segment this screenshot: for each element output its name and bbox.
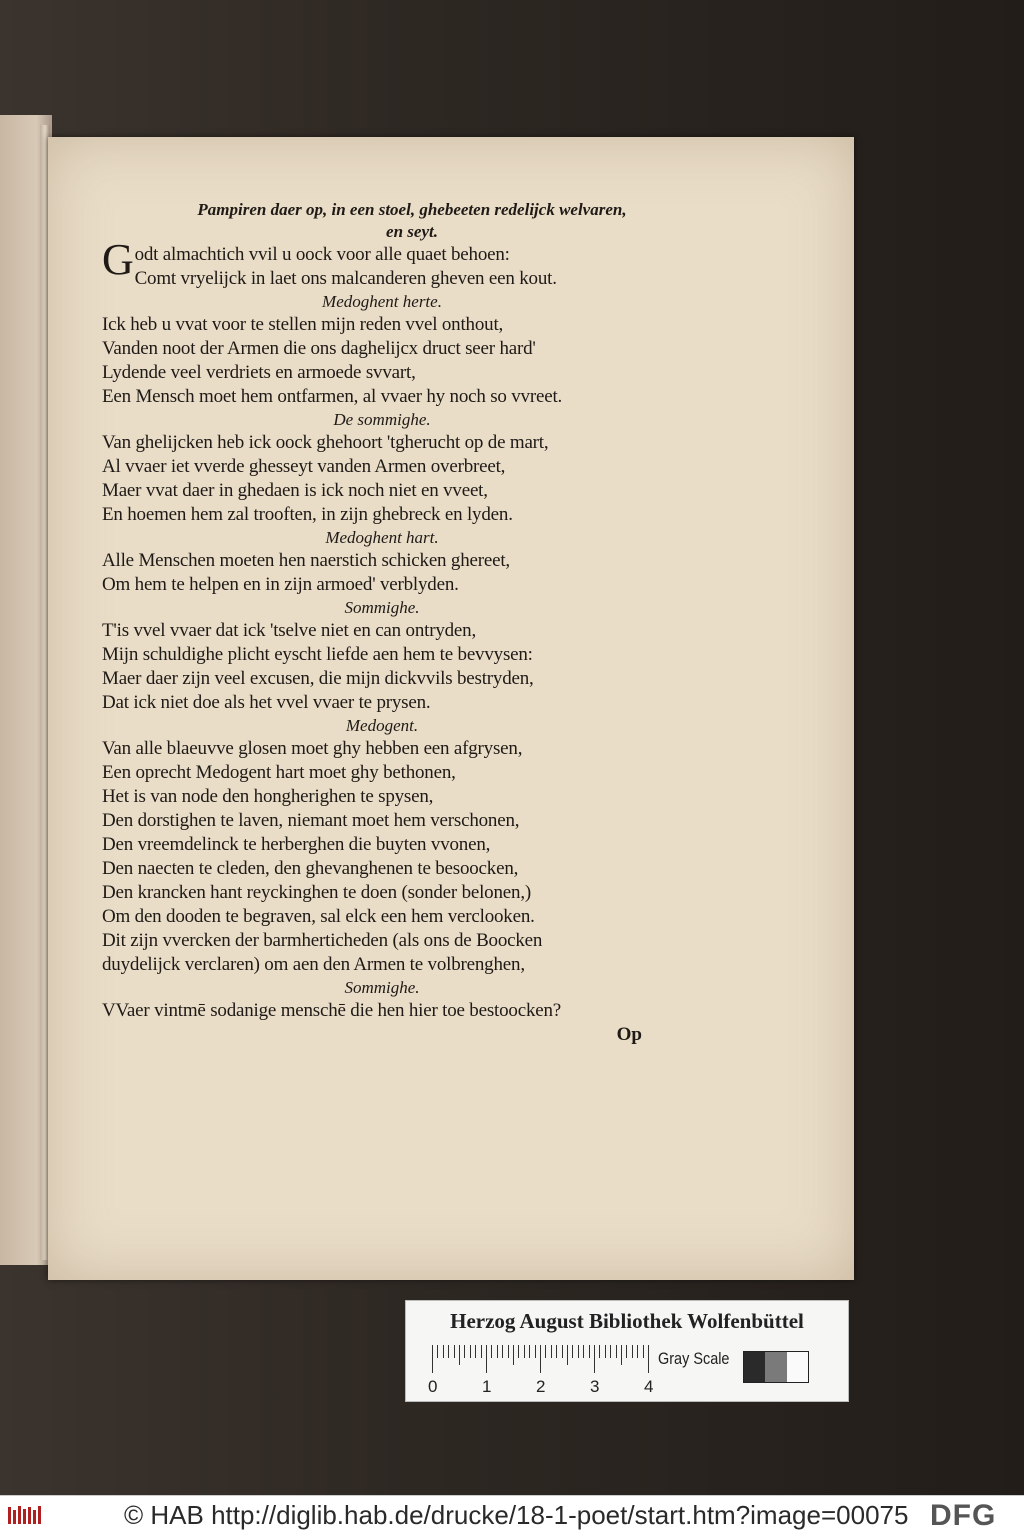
ruler-tick [497,1345,498,1358]
ruler-tick [454,1345,455,1358]
ruler-tick [470,1345,471,1358]
verse-line: Maer daer zijn veel excusen, die mijn dickvvils bestryden, [102,668,534,689]
ruler-tick [535,1345,536,1358]
verse-line: En hoemen hem zal trooften, in zijn ghebreck en lyden. [102,504,513,525]
ruler-tick [481,1345,482,1358]
ruler-tick [491,1345,492,1358]
ruler-tick [540,1345,541,1373]
ruler-tick [567,1345,568,1365]
speaker-name: Medogent. [345,716,419,735]
section-heading [142,199,682,243]
ruler-tick [502,1345,503,1358]
verse-line: Een oprecht Medogent hart moet ghy bethonen, [102,762,456,783]
verse-line-text: odt almachtich vvil u oock voor alle quaet behoen: [134,244,510,265]
ruler [428,1345,654,1396]
ruler-tick [437,1345,438,1358]
ruler-number: 3 [590,1377,600,1396]
speaker-name: Medoghent hart. [325,528,439,547]
footer-bar [0,1495,1024,1536]
verse-blocks [102,235,842,1023]
verse-line: Den naecten te cleden, den ghevanghenen te besoocken, [102,858,519,879]
verse-line: T'is vvel vvaer dat ick 'tselve niet en can ontryden, [102,620,477,641]
verse-line: Van ghelijcken heb ick oock ghehoort 'tgherucht op de mart, [102,432,549,453]
ruler-tick [443,1345,444,1358]
page-text [102,199,842,1047]
card-title: Herzog August Bibliothek Wolfenbüttel [450,1309,804,1333]
ruler-tick [637,1345,638,1358]
ruler-tick [486,1345,487,1373]
drop-cap: G [102,235,134,284]
ruler-tick [599,1345,600,1358]
ruler-number: 0 [428,1377,438,1396]
ruler-tick [459,1345,460,1365]
ruler-number: 2 [536,1377,546,1396]
heading-line: en seyt. [386,222,438,241]
ruler-number: 1 [482,1377,492,1396]
ruler-tick [594,1345,595,1373]
ruler-tick [448,1345,449,1358]
verse-line: Om den dooden te begraven, sal elck een hem verclooken. [102,906,535,927]
verse-line: Den krancken hant reyckinghen te doen (sonder belonen,) [102,882,531,903]
ruler-tick [589,1345,590,1358]
hab-logo-icon [6,1504,46,1526]
ruler-tick [621,1345,622,1365]
ruler-tick [551,1345,552,1358]
ruler-tick [572,1345,573,1358]
ruler-tick [524,1345,525,1358]
ruler-tick [562,1345,563,1358]
verse-line: Alle Menschen moeten hen naerstich schicken ghereet, [102,550,510,571]
ruler-tick [616,1345,617,1358]
gray-scale-label: Gray Scale [658,1349,730,1368]
verse-line: Vanden noot der Armen die ons daghelijcx druct seer hard' [102,338,536,359]
ruler-tick [578,1345,579,1358]
speaker-name: Sommighe. [344,978,420,997]
ruler-tick [556,1345,557,1358]
ruler-tick [643,1345,644,1358]
ruler-tick [508,1345,509,1358]
document-page [48,137,854,1280]
verse-line: Dat ick niet doe als het vvel vvaer te prysen. [102,692,431,713]
ruler-tick [632,1345,633,1358]
ruler-tick [583,1345,584,1358]
verse-line: VVaer vintmē sodanige menschē die hen hier toe bestoocken? [102,1000,562,1021]
ruler-tick [545,1345,546,1358]
ruler-tick [529,1345,530,1358]
speaker-name: Sommighe. [344,598,420,617]
verse-line: Van alle blaeuvve glosen moet ghy hebben een afgrysen, [102,738,523,759]
verse-line: Om hem te helpen en in zijn armoed' verblyden. [102,574,459,595]
dfg-logo: DFG [930,1499,997,1532]
speaker-name: Medoghent herte. [322,292,442,311]
ruler-tick [518,1345,519,1358]
verse-line: Den vreemdelinck te herberghen die buyten vvonen, [102,834,491,855]
verse-line: Het is van node den hongherighen te spysen, [102,786,434,807]
verse-line: Maer vvat daer in ghedaen is ick noch niet en vveet, [102,480,488,501]
verse-line: Den dorstighen te laven, niemant moet hem verschonen, [102,810,520,831]
catchword: Op [616,1024,642,1045]
ruler-tick [513,1345,514,1365]
ruler-tick [432,1345,433,1373]
ruler-tick [464,1345,465,1358]
ruler-tick [626,1345,627,1358]
verse-line: Dit zijn vvercken der barmherticheden (als ons de Boocken [102,930,543,951]
ruler-tick [605,1345,606,1358]
ruler-tick [610,1345,611,1358]
verse-line: Lydende veel verdriets en armoede svvart, [102,362,416,383]
speaker-name: De sommighe. [333,410,431,429]
verse-line: Ick heb u vvat voor te stellen mijn reden vvel onthout, [102,314,504,335]
verse-line: Een Mensch moet hem ontfarmen, al vvaer hy noch so vvreet. [102,386,563,407]
verse-line: Mijn schuldighe plicht eyscht liefde aen hem te bevvysen: [102,644,533,665]
color-card [405,1300,849,1402]
ruler-tick [475,1345,476,1358]
footer-url[interactable]: © HAB http://diglib.hab.de/drucke/18-1-poet/start.htm?image=00075 [124,1500,909,1530]
ruler-number: 4 [644,1377,654,1396]
verse-line: Comt vryelijck in laet ons malcanderen gheven een kout. [134,268,557,289]
verse-line: duydelijck verclaren) om aen den Armen te volbrenghen, [102,954,525,975]
gray-scale-patch [743,1351,809,1383]
heading-line: Pampiren daer op, in een stoel, ghebeeten redelijck welvaren, [197,200,627,219]
ruler-tick [648,1345,649,1373]
verse-line: Al vvaer iet vverde ghesseyt vanden Armen overbreet, [102,456,506,477]
